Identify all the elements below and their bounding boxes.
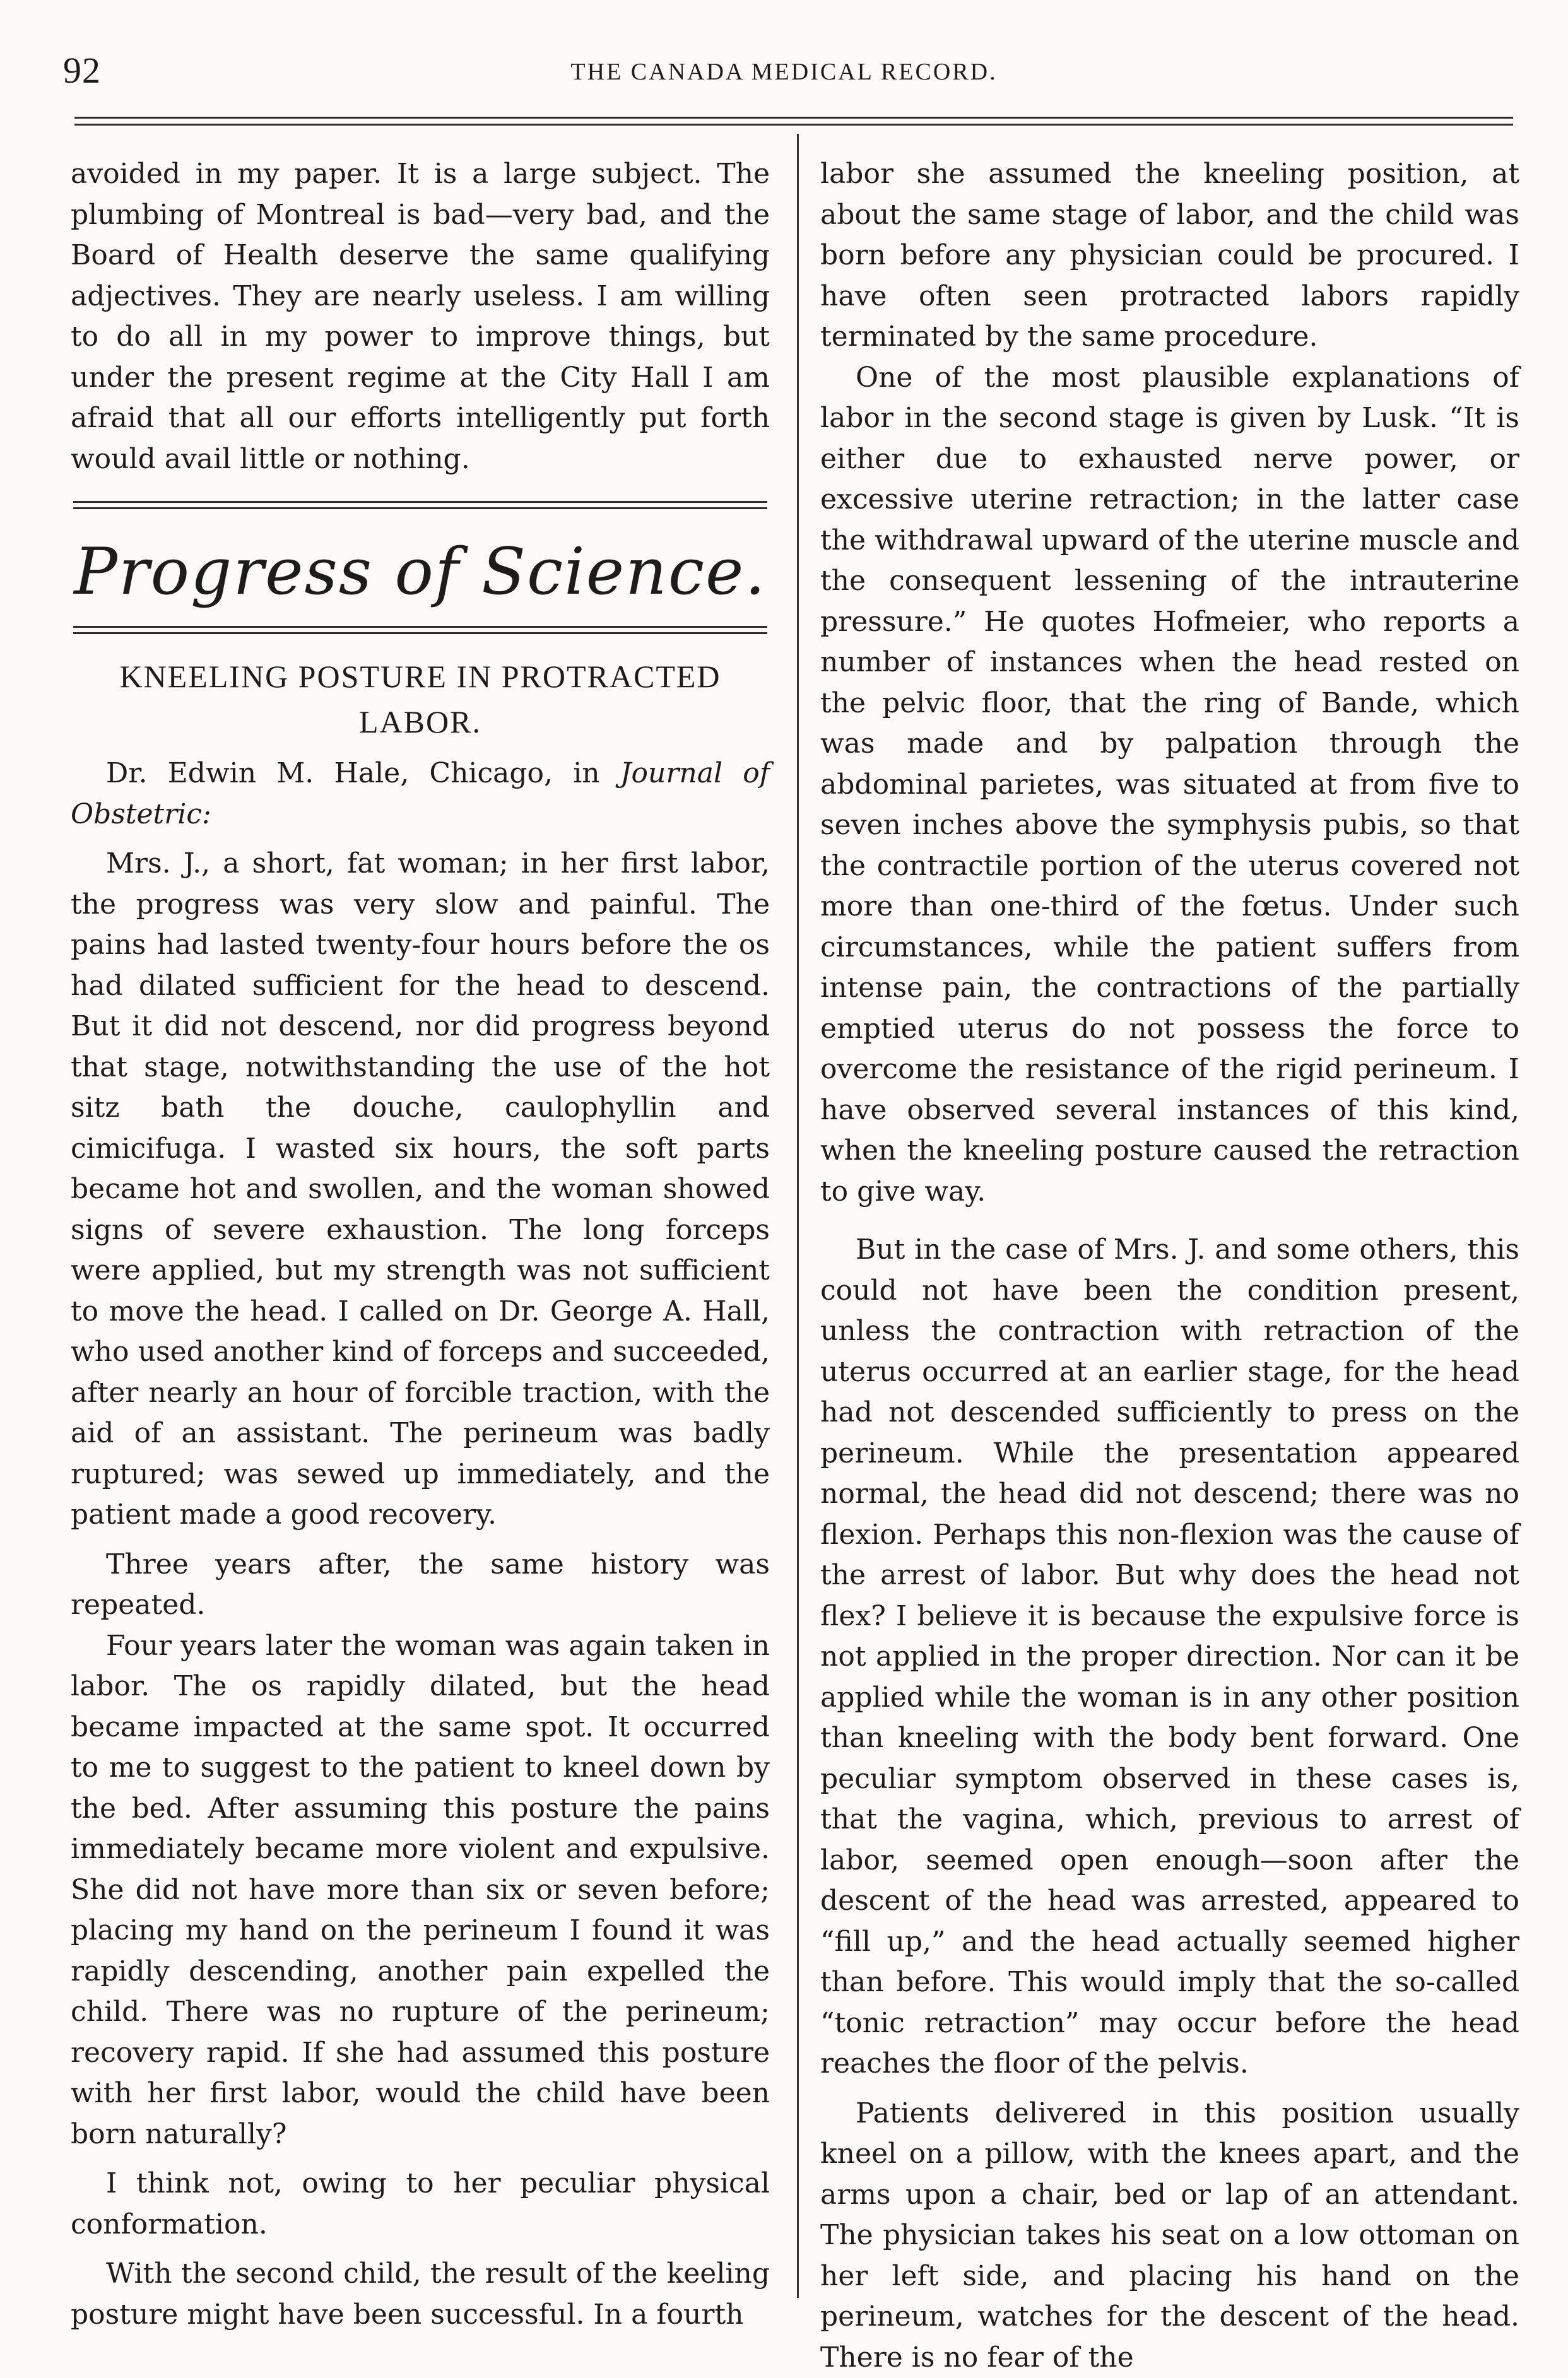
- article-title: KNEELING POSTURE IN PROTRACTED LABOR.: [71, 654, 770, 745]
- right-paragraph-1: labor she assumed the kneeling position, at about the same stage of labor, and the child was born before any physician could be procured. I have often seen protracted labors rapidly terminated by the same procedure.: [820, 154, 1519, 358]
- byline-author: Dr. Edwin M. Hale, Chicago, in: [106, 757, 620, 789]
- byline: [71, 753, 770, 835]
- right-paragraph-3: But in the case of Mrs. J. and some others, this could not have been the condition present, unless the contraction with retraction of the uterus occurred at an earlier stage, for the head had not descended sufficiently to press on the perineum. While the presentation appeared normal, the head did not descend; there was no flexion. Perhaps this non-flexion was the cause of the arrest of labor. But why does the head not flex? I believe it is because the expulsive force is not applied in the proper direction. Nor can it be applied while the woman is in any other position than kneeling with the body bent forward. One peculiar symptom observed in these cases is, that the vagina, which, previous to arrest of labor, seemed open enough—soon after the descent of the head was arrested, appeared to “fill up,” and the head actually seemed higher than before. This would imply that the so-called “tonic retraction” may occur before the head reaches the floor of the pelvis.: [820, 1230, 1519, 2085]
- right-column: [820, 154, 1519, 2378]
- left-paragraph-3: Three years after, the same history was repeated.: [71, 1545, 770, 1626]
- right-paragraph-2: One of the most plausible explanations of labor in the second stage is given by Lusk. “It is either due to exhausted nerve power, or excessive uterine retraction; in the latter case the withdrawal upward of the uterine muscle and the consequent lessening of the intrauterine pressure.” He quotes Hofmeier, who reports a number of instances when the head rested on the pelvic floor, that the ring of Bande, which was made and by palpation through the abdominal parietes, was situated at from five to seven inches above the symphysis pubis, so that the contractile portion of the uterus covered not more than one-third of the fœtus. Under such circumstances, while the patient suffers from intense pain, the contractions of the partially emptied uterus do not possess the force to overcome the resistance of the rigid perineum. I have observed several instances of this kind, when the kneeling posture caused the retraction to give way.: [820, 358, 1519, 1213]
- left-paragraph-1: avoided in my paper. It is a large subject. The plumbing of Montreal is bad—very bad, and the Board of Health deserve the same qualifying adjectives. They are nearly useless. I am willing to do all in my power to improve things, but under the present regime at the City Hall I am afraid that all our efforts intelligently put forth would avail little or nothing.: [71, 154, 770, 480]
- section-title: Progress of Science.: [71, 525, 770, 620]
- section-rule-bottom: [73, 626, 767, 636]
- column-divider: [797, 134, 799, 2298]
- byline-source: Journal of Obstetric:: [71, 757, 770, 830]
- left-paragraph-5: I think not, owing to her peculiar physical conformation.: [71, 2163, 770, 2245]
- left-paragraph-4: Four years later the woman was again taken in labor. The os rapidly dilated, but the head became impacted at the same spot. It occurred to me to suggest to the patient to kneel down by the bed. After assuming this posture the pains immediately became more violent and expulsive. She did not have more than six or seven before; placing my hand on the perineum I found it was rapidly descending, another pain expelled the child. There was no rupture of the perineum; recovery rapid. If she had assumed this posture with her first labor, would the child have been born naturally?: [71, 1626, 770, 2155]
- section-rule-top: [73, 501, 767, 511]
- left-paragraph-6: With the second child, the result of the keeling posture might have been successful. In a fourth: [71, 2254, 770, 2335]
- left-paragraph-2: Mrs. J., a short, fat woman; in her first labor, the progress was very slow and painful. The pains had lasted twenty-four hours before the os had dilated sufficient for the head to descend. But it did not descend, nor did progress beyond that stage, notwithstanding the use of the hot sitz bath the douche, caulophyllin and cimicifuga. I wasted six hours, the soft parts became hot and swollen, and the woman showed signs of severe exhaustion. The long forceps were applied, but my strength was not sufficient to move the head. I called on Dr. George A. Hall, who used another kind of forceps and succeeded, after nearly an hour of forcible traction, with the aid of an assistant. The perineum was badly ruptured; was sewed up immediately, and the patient made a good recovery.: [71, 844, 770, 1536]
- page-number: 92: [63, 49, 101, 91]
- header-double-rule: [74, 117, 1513, 127]
- left-column: [71, 154, 770, 2335]
- right-paragraph-4: Patients delivered in this position usually kneel on a pillow, with the knees apart, and the arms upon a chair, bed or lap of an attendant. The physician takes his seat on a low ottoman on her left side, and placing his hand on the perineum, watches for the descent of the head. There is no fear of the: [820, 2093, 1519, 2378]
- running-head: THE CANADA MEDICAL RECORD.: [0, 58, 1568, 86]
